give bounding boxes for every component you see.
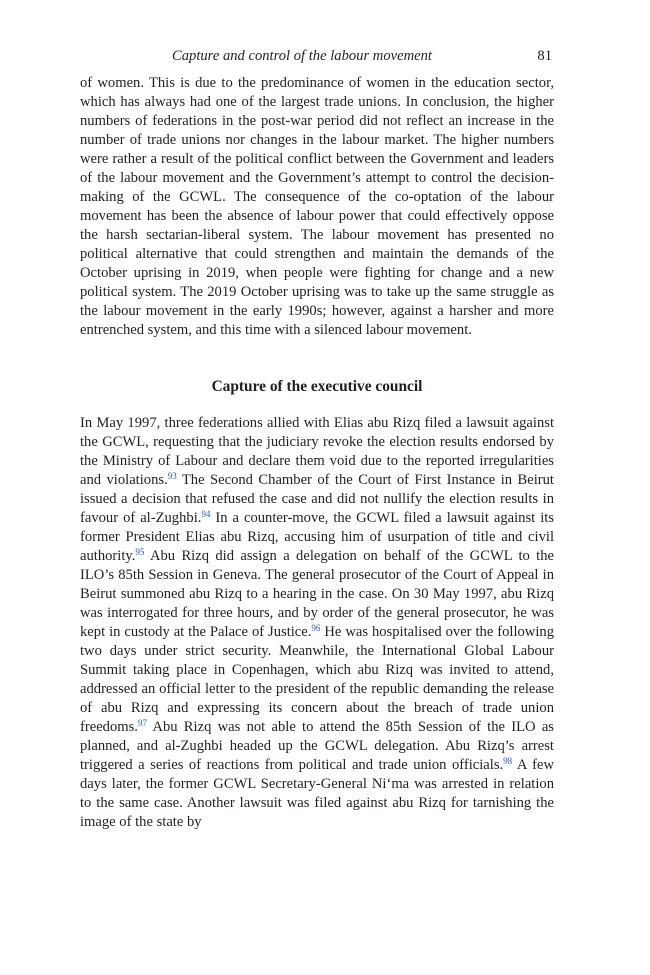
sentence-text: In May 1997, three federations allied with Elias abu Rizq filed a lawsuit against the GCWL, requesting that the judiciary revoke the election results endorsed by the Ministry of Labour and declare them void due to the reported irregularities and violations. [80, 415, 554, 488]
paragraph-executive-council [80, 414, 554, 832]
running-title: Capture and control of the labour movement [172, 48, 432, 64]
book-page [80, 44, 554, 832]
sentence-text: Abu Rizq did assign a delegation on behalf of the GCWL to the ILO’s 85th Session in Geneva. The general prosecutor of the Court of Appeal in Beirut summoned abu Rizq to a hearing in the case. On 30 May 1997, abu Rizq was interrogated for three hours, and by order of the general prosecutor, he was kept in custody at the Palace of Justice. [80, 548, 554, 640]
footnote-ref-94[interactable]: 94 [201, 509, 211, 519]
sentence-text: The Second Chamber of the Court of First Instance in Beirut issued a decision that refused the case and did not nullify the election results in favour of al-Zughbi. [80, 472, 554, 526]
sentence-text: A few days later, the former GCWL Secretary-General Ni‘ma was arrested in relation to the same case. Another lawsuit was filed against abu Rizq for tarnishing the image of the state by [80, 757, 554, 830]
page-number: 81 [537, 48, 552, 64]
footnote-ref-95[interactable]: 95 [135, 547, 145, 557]
footnote-ref-98[interactable]: 98 [503, 756, 513, 766]
footnote-ref-96[interactable]: 96 [311, 623, 321, 633]
sentence-text: In a counter-move, the GCWL filed a lawsuit against its former President Elias abu Rizq, accusing him of usurpation of title and civil authority. [80, 510, 554, 564]
paragraph-intro: of women. This is due to the predominance of women in the education sector, which has always had one of the largest trade unions. In conclusion, the higher numbers of federations in the post-war period did not reflect an increase in the number of trade unions nor changes in the labour market. The higher numbers were rather a result of the political conflict between the Government and leaders of the labour movement and the Government’s attempt to control the decision-making of the GCWL. The consequence of the co-optation of the labour movement has been the absence of labour power that could effectively oppose the harsh sectarian-liberal system. The labour movement has presented no political alternative that could strengthen and maintain the demands of the October uprising in 2019, when people were fighting for change and a new political system. The 2019 October uprising was to take up the same struggle as the labour movement in the early 1990s; however, against a harsher and more entrenched system, and this time with a silenced labour movement. [80, 75, 554, 338]
running-head [80, 44, 554, 74]
sentence-text: Abu Rizq was not able to attend the 85th Session of the ILO as planned, and al-Zughbi headed up the GCWL delegation. Abu Rizq’s arrest triggered a series of reactions from political and trade union officials. [80, 719, 554, 773]
footnote-ref-97[interactable]: 97 [137, 718, 147, 728]
section-heading: Capture of the executive council [211, 378, 423, 395]
sentence-text: He was hospitalised over the following two days under strict security. Meanwhile, the International Global Labour Summit taking place in Copenhagen, which abu Rizq was invited to attend, addressed an official letter to the president of the republic demanding the release of abu Rizq and expressing its concern about the breach of trade union freedoms. [80, 624, 554, 735]
footnote-ref-93[interactable]: 93 [167, 471, 177, 481]
